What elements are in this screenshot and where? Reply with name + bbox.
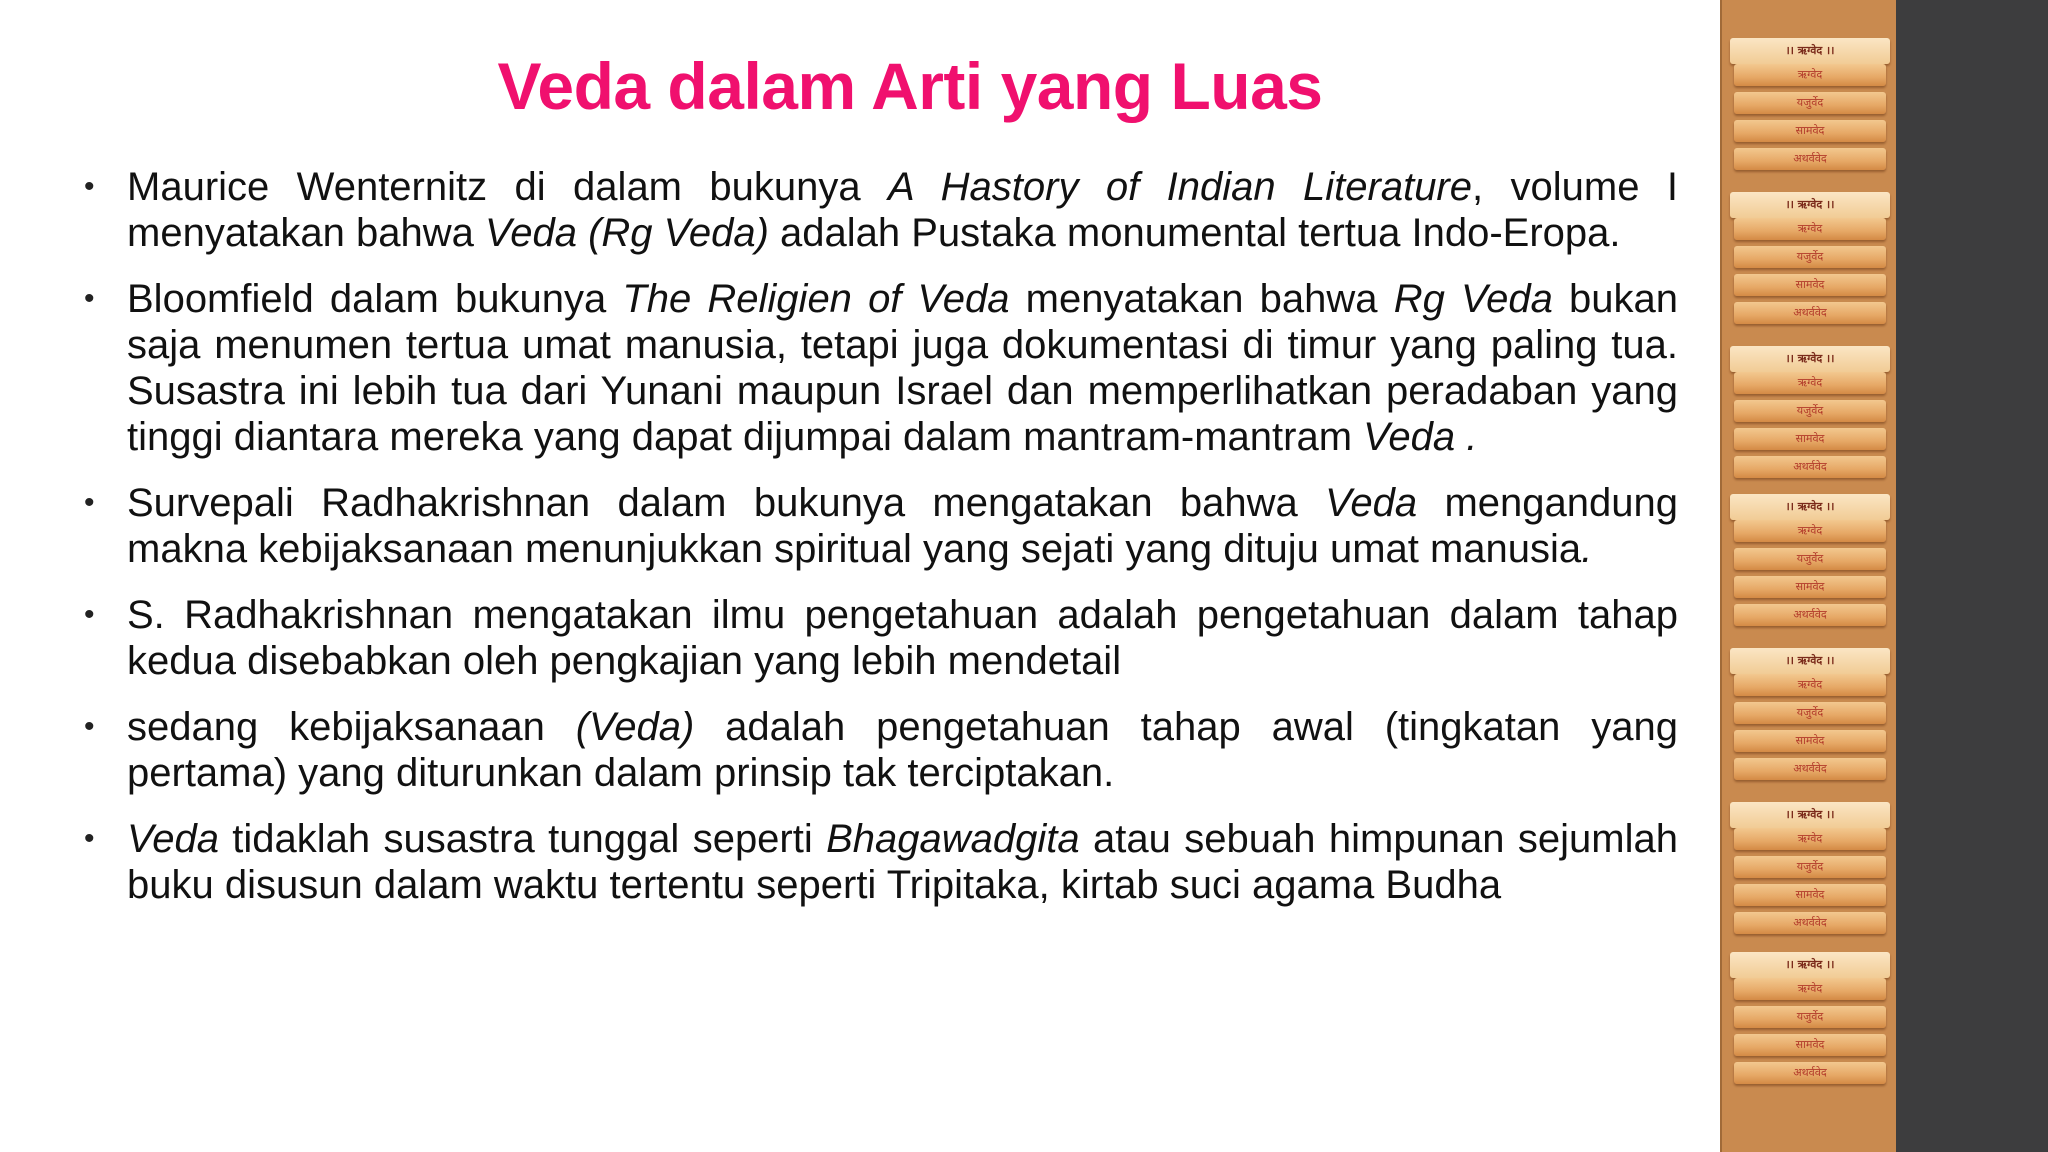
- book-leaf-label: यजुर्वेद: [1734, 92, 1886, 114]
- italic-text: A Hastory of Indian Literature: [888, 165, 1473, 209]
- book-leaf-label: ।। ऋग्वेद ।।: [1730, 494, 1890, 520]
- book-leaf-label: अथर्ववेद: [1734, 148, 1886, 170]
- text-run: tidaklah susastra tunggal seperti: [218, 817, 827, 861]
- book-leaf-label: ।। ऋग्वेद ।।: [1730, 952, 1890, 978]
- italic-text: Rg Veda: [1393, 277, 1553, 321]
- book-leaf-label: सामवेद: [1734, 884, 1886, 906]
- book-leaf-label: यजुर्वेद: [1734, 548, 1886, 570]
- book-leaf-label: सामवेद: [1734, 120, 1886, 142]
- veda-book-stack-icon: [1730, 346, 1890, 484]
- veda-book-stack-icon: [1730, 38, 1890, 176]
- text-run: Bloomfield dalam bukunya: [127, 277, 623, 321]
- text-run: mengandung makna kebijaksanaan menunjukkan spiritual yang sejati yang dituju umat manusia: [127, 481, 1679, 571]
- bullet-item: [84, 276, 1678, 460]
- right-dark-panel: [1896, 0, 2048, 1152]
- bullet-dot-icon: •: [84, 822, 95, 855]
- book-leaf-label: ऋग्वेद: [1734, 218, 1886, 240]
- veda-book-stack-icon: [1730, 648, 1890, 786]
- italic-text: Veda .: [1363, 415, 1478, 459]
- book-leaf-label: ।। ऋग्वेद ।।: [1730, 346, 1890, 372]
- text-run: menyatakan bahwa: [1009, 277, 1394, 321]
- book-leaf-label: सामवेद: [1734, 428, 1886, 450]
- italic-text: Bhagawadgita: [826, 817, 1080, 861]
- book-leaf-label: अथर्ववेद: [1734, 302, 1886, 324]
- text-run: bukan saja menumen tertua umat manusia, tetapi juga dokumentasi di timur yang paling tua. Susastra ini lebih tua dari Yunani maupun Israel dan memperlihatkan peradaban yang tinggi diantara mereka yang dapat dijumpai dalam mantram-mantram: [127, 277, 1679, 459]
- book-leaf-label: यजुर्वेद: [1734, 1006, 1886, 1028]
- veda-book-stack-icon: [1730, 494, 1890, 632]
- book-leaf-label: यजुर्वेद: [1734, 702, 1886, 724]
- book-leaf-label: ऋग्वेद: [1734, 64, 1886, 86]
- text-run: Survepali Radhakrishnan dalam bukunya mengatakan bahwa: [127, 481, 1326, 525]
- book-leaf-label: ऋग्वेद: [1734, 978, 1886, 1000]
- book-leaf-label: सामवेद: [1734, 576, 1886, 598]
- book-leaf-label: यजुर्वेद: [1734, 400, 1886, 422]
- text-run: S. Radhakrishnan mengatakan ilmu pengetahuan adalah pengetahuan dalam tahap kedua disebabkan oleh pengkajian yang lebih mendetail: [127, 593, 1678, 683]
- italic-text: The Religien of Veda: [622, 277, 1010, 321]
- book-leaf-label: यजुर्वेद: [1734, 856, 1886, 878]
- book-leaf-label: अथर्ववेद: [1734, 456, 1886, 478]
- slide-title: Veda dalam Arti yang Luas: [497, 49, 1323, 123]
- book-leaf-label: अथर्ववेद: [1734, 604, 1886, 626]
- book-leaf-label: ऋग्वेद: [1734, 520, 1886, 542]
- book-leaf-label: सामवेद: [1734, 1034, 1886, 1056]
- text-run: , volume I menyatakan bahwa: [127, 165, 1678, 255]
- bullet-list: [84, 164, 1678, 928]
- text-run: Maurice Wenternitz di dalam bukunya: [127, 165, 889, 209]
- bullet-item: [84, 164, 1678, 256]
- bullet-dot-icon: •: [84, 598, 95, 631]
- book-leaf-label: ऋग्वेद: [1734, 674, 1886, 696]
- bullet-item: [84, 704, 1678, 796]
- book-leaf-label: अथर्ववेद: [1734, 912, 1886, 934]
- veda-book-stack-icon: [1730, 802, 1890, 940]
- bullet-item: [84, 480, 1678, 572]
- book-leaf-label: ।। ऋग्वेद ।।: [1730, 38, 1890, 64]
- bullet-dot-icon: •: [84, 710, 95, 743]
- bullet-dot-icon: •: [84, 282, 95, 315]
- bullet-dot-icon: •: [84, 170, 95, 203]
- book-leaf-label: ।। ऋग्वेद ।।: [1730, 648, 1890, 674]
- italic-text: Veda: [127, 817, 219, 861]
- bullet-dot-icon: •: [84, 486, 95, 519]
- bullet-item: [84, 816, 1678, 908]
- veda-book-stack-icon: [1730, 952, 1890, 1090]
- veda-book-stack-icon: [1730, 192, 1890, 330]
- bullet-item: [84, 592, 1678, 684]
- italic-text: Veda: [1325, 481, 1418, 525]
- book-leaf-label: ।। ऋग्वेद ।।: [1730, 192, 1890, 218]
- italic-text: .: [1581, 527, 1593, 571]
- book-leaf-label: सामवेद: [1734, 730, 1886, 752]
- book-leaf-label: सामवेद: [1734, 274, 1886, 296]
- text-run: adalah pengetahuan tahap awal (tingkatan yang pertama) yang diturunkan dalam prinsip tak terciptakan.: [127, 705, 1678, 795]
- book-leaf-label: यजुर्वेद: [1734, 246, 1886, 268]
- book-leaf-label: अथर्ववेद: [1734, 758, 1886, 780]
- veda-books-decoration: [1720, 0, 1898, 1152]
- book-leaf-label: ऋग्वेद: [1734, 828, 1886, 850]
- italic-text: (Veda): [575, 705, 695, 749]
- book-leaf-label: अथर्ववेद: [1734, 1062, 1886, 1084]
- book-leaf-label: ऋग्वेद: [1734, 372, 1886, 394]
- book-leaf-label: ।। ऋग्वेद ।।: [1730, 802, 1890, 828]
- text-run: adalah Pustaka monumental tertua Indo-Eropa.: [768, 211, 1621, 255]
- text-run: atau sebuah himpunan sejumlah buku disusun dalam waktu tertentu seperti Tripitaka, kirtab suci agama Budha: [127, 817, 1678, 907]
- text-run: sedang kebijaksanaan: [127, 705, 576, 749]
- italic-text: Veda (Rg Veda): [485, 211, 769, 255]
